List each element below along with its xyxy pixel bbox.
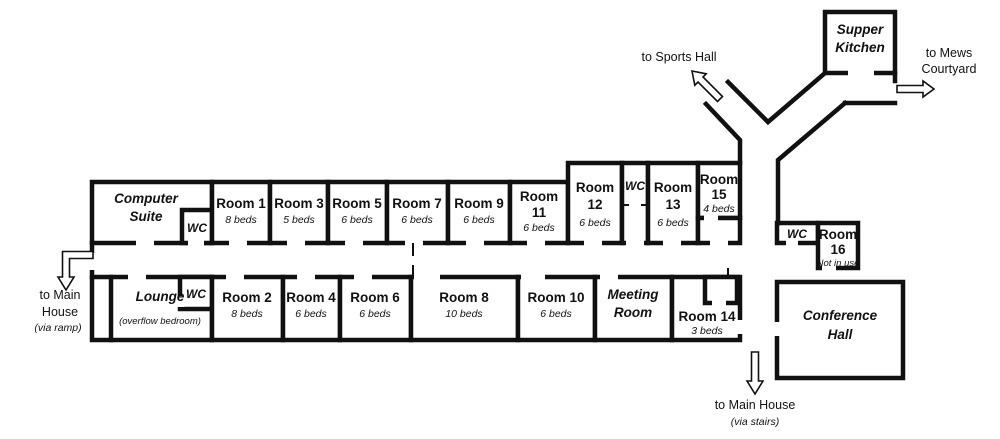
door-room-6 <box>354 273 372 282</box>
wc-computer-suite-label: WC <box>187 221 207 235</box>
room-8-title: Room 8 <box>439 290 489 305</box>
room-7-title: Room 7 <box>392 196 442 211</box>
room-9-title: Room 9 <box>454 196 504 211</box>
door-wc-mid <box>626 239 644 248</box>
door-supper-kitchen <box>848 69 874 78</box>
door-room-1 <box>229 239 247 248</box>
door-room-4 <box>297 273 315 282</box>
room-16-note: Not in use <box>816 258 860 269</box>
room-6-title: Room 6 <box>350 290 400 305</box>
door-room-10 <box>521 273 545 282</box>
room-1-area <box>212 182 270 243</box>
wc-lounge-label: WC <box>186 287 206 301</box>
conference-hall-label-2: Hall <box>827 327 853 342</box>
door-room-8 <box>414 273 440 282</box>
wc-mid-label: WC <box>625 179 645 193</box>
room-11-title-2: 11 <box>531 205 547 220</box>
room-9-area <box>448 182 510 243</box>
room-3-title: Room 3 <box>274 196 324 211</box>
exit-ramp-label-2: House <box>41 305 79 319</box>
computer-suite-label-1: Computer <box>114 191 178 206</box>
room-10-beds: 6 beds <box>540 308 572 320</box>
supper-kitchen-label-1: Supper <box>836 22 884 37</box>
room-8-beds: 10 beds <box>445 308 483 320</box>
room-7-beds: 6 beds <box>401 214 433 226</box>
room-12-title-1: Room <box>575 180 615 195</box>
exit-mews-label-1: to Mews <box>925 46 973 60</box>
supper-kitchen-label-2: Kitchen <box>835 40 885 55</box>
room-14-beds: 3 beds <box>691 325 723 337</box>
room-14-title: Room 14 <box>678 309 736 324</box>
room-7-area <box>387 182 448 243</box>
room-15-title-1: Room <box>699 172 739 187</box>
room-4-title: Room 4 <box>286 290 336 305</box>
exit-ramp-note: (via ramp) <box>34 322 82 334</box>
room-1-beds: 8 beds <box>225 214 257 226</box>
wc-mid-area <box>622 163 648 243</box>
door-room-9 <box>466 239 484 248</box>
room-10-title: Room 10 <box>527 290 585 305</box>
room-4-beds: 6 beds <box>295 308 327 320</box>
door-room-14-alcove <box>712 299 726 308</box>
door-room-13 <box>663 239 681 248</box>
room-6-beds: 6 beds <box>359 308 391 320</box>
exit-stairs-note: (via stairs) <box>730 416 780 428</box>
room-3-beds: 5 beds <box>283 214 315 226</box>
room-3-area <box>270 182 328 243</box>
room-13-title-2: 13 <box>665 197 681 212</box>
door-meeting-room <box>600 273 618 282</box>
door-room-5 <box>345 239 363 248</box>
room-11-beds: 6 beds <box>523 222 555 234</box>
door-wc-computer-suite <box>188 239 204 248</box>
room-16-title-1: Room <box>818 227 858 242</box>
room-2-title: Room 2 <box>222 290 272 305</box>
room-1-title: Room 1 <box>216 196 266 211</box>
exit-ramp-label-1: to Main <box>39 288 81 302</box>
room-11-title-1: Room <box>519 189 559 204</box>
room-16-title-2: 16 <box>830 242 846 257</box>
room-12-title-2: 12 <box>587 197 603 212</box>
exit-mews-label-2: Courtyard <box>921 62 977 76</box>
door-room-3 <box>287 239 305 248</box>
room-9-beds: 6 beds <box>463 214 495 226</box>
conference-hall-label-1: Conference <box>802 308 878 323</box>
door-computer-suite <box>136 239 154 248</box>
exit-sports-hall-label: to Sports Hall <box>641 50 717 64</box>
room-5-beds: 6 beds <box>341 214 373 226</box>
room-13-beds: 6 beds <box>657 217 689 229</box>
meeting-room-label-2: Room <box>613 305 653 320</box>
door-conference-hall <box>773 322 782 336</box>
exit-stairs-label: to Main House <box>714 398 796 412</box>
room-2-beds: 8 beds <box>231 308 263 320</box>
room-13-title-1: Room <box>653 180 693 195</box>
door-room-12 <box>584 239 602 248</box>
room-5-title: Room 5 <box>332 196 382 211</box>
room-15-beds: 4 beds <box>703 203 735 215</box>
wc-right-label: WC <box>787 227 807 241</box>
door-room-11 <box>527 239 545 248</box>
room-15-title-2: 15 <box>711 187 727 202</box>
door-lounge <box>128 273 146 282</box>
door-room-15-vestibule <box>710 239 728 248</box>
room-5-area <box>328 182 387 243</box>
door-room-14 <box>736 320 745 334</box>
lounge-note: (overflow bedroom) <box>119 316 201 327</box>
room-12-beds: 6 beds <box>579 217 611 229</box>
computer-suite-label-2: Suite <box>129 209 163 224</box>
lounge-title: Lounge <box>135 289 185 304</box>
door-room-2 <box>226 273 244 282</box>
meeting-room-label-1: Meeting <box>607 287 659 302</box>
